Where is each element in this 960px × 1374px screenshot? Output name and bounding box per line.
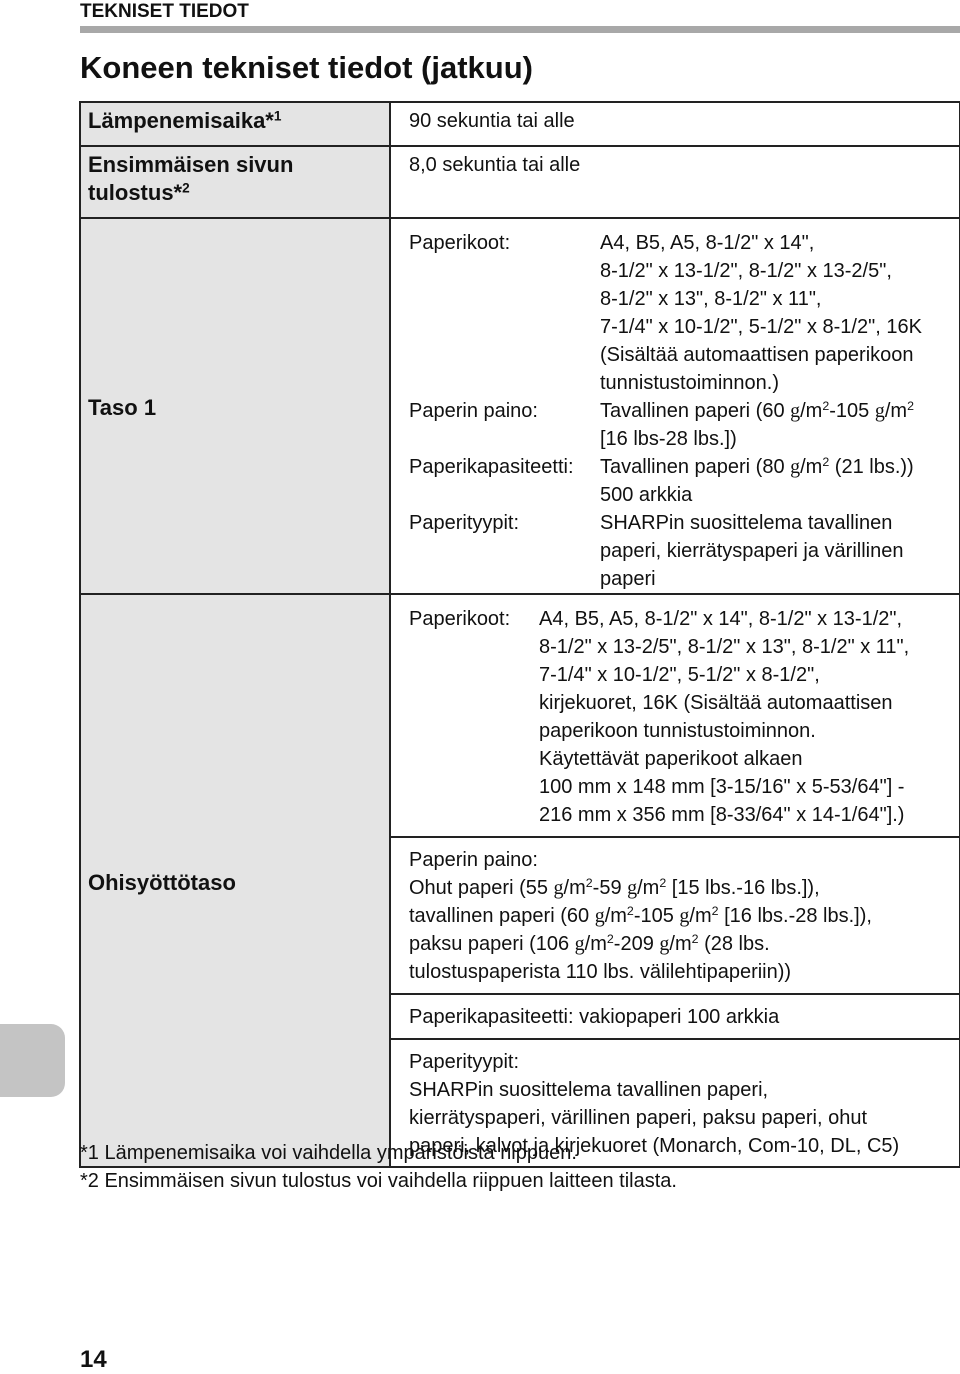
section-label: TEKNISET TIEDOT	[80, 1, 249, 22]
tray1-paper-weight: Paperin paino: Tavallinen paperi (60 $g/m^2-105$ $g/m^2$ [16 lbs-28 lbs.])	[409, 399, 914, 450]
page-number: 14	[80, 1346, 107, 1373]
spec-table	[79, 101, 960, 1168]
tray1-paper-sizes: Paperikoot: A4, B5, A5, 8-1/2" x 14", 8-1/2" x 13-1/2", 8-1/2" x 13-2/5", 8-1/2" x 13", 8-1/2" x 11", 7-1/4" x 10-1/2", 5-1/2" x 8-1/2", 16K (Sisältää automaattisen paperikoon tunnistustoiminnon.)	[409, 232, 922, 394]
first-page-value: 8,0 sekuntia tai alle	[390, 146, 960, 218]
bypass-capacity: Paperikapasiteetti: vakiopaperi 100 arkkia	[391, 993, 959, 1038]
warmup-label: Lämpenemisaika*$^1$	[80, 102, 390, 146]
tray1-paper-types: Paperityypit: SHARPin suosittelema tavallinen paperi, kierrätyspaperi ja värillinen paperi	[409, 512, 904, 590]
bypass-paper-types: Paperityypit: SHARPin suosittelema tavallinen paperi, kierrätyspaperi, värillinen paperi, paksu paperi, ohut paperi, kalvot ja kirjekuoret (Monarch, Com-10, DL, C5)	[391, 1038, 959, 1166]
tray1-value	[390, 218, 960, 594]
header-rule	[80, 26, 960, 33]
tray1-label: Taso 1	[80, 218, 390, 594]
row-warmup	[80, 102, 960, 146]
footnote-2: *2 Ensimmäisen sivun tulostus voi vaihdella riippuen laitteen tilasta.	[80, 1170, 677, 1192]
tray1-capacity: Paperikapasiteetti: Tavallinen paperi (80 $g/m^2$ (21 lbs.)) 500 arkkia	[409, 455, 914, 506]
bypass-paper-weight: Paperin paino: Ohut paperi (55 $g/m^2-59$ $g/m^2$ [15 lbs.-16 lbs.]), tavallinen paperi (60 $g/m^2-105$ $g/m^2$ [16 lbs.-28 lbs.]), paksu paperi (106 $g/m^2-209$ $g/m^2$ (28 lbs. tulostuspaperista 110 lbs. välilehtipaperiin))	[391, 836, 959, 993]
bypass-value	[390, 594, 960, 1167]
footnote-1: *1 Lämpenemisaika voi vaihdella ympäristöistä riippuen.	[80, 1142, 577, 1164]
page-title: Koneen tekniset tiedot (jatkuu)	[80, 50, 533, 85]
first-page-label: Ensimmäisen sivun tulostus*$^2$	[80, 146, 390, 218]
bypass-paper-sizes: Paperikoot: A4, B5, A5, 8-1/2" x 14", 8-1/2" x 13-1/2", 8-1/2" x 13-2/5", 8-1/2" x 13", 8-1/2" x 11", 7-1/4" x 10-1/2", 5-1/2" x 8-1/2", kirjekuoret, 16K (Sisältää automaattisen paperikoon tunnistustoiminnon. Käytettävät paperikoot alkaen 100 mm x 148 mm [3-15/16" x 5-53/64"] - 216 mm x 356 mm [8-33/64" x 14-1/64"].)	[409, 608, 910, 826]
row-bypass	[80, 594, 960, 1167]
chapter-tab	[0, 1024, 65, 1097]
row-first-page	[80, 146, 960, 218]
footnotes	[80, 1139, 677, 1195]
row-tray1	[80, 218, 960, 594]
warmup-value: 90 sekuntia tai alle	[390, 102, 960, 146]
bypass-label: Ohisyöttötaso	[80, 594, 390, 1167]
